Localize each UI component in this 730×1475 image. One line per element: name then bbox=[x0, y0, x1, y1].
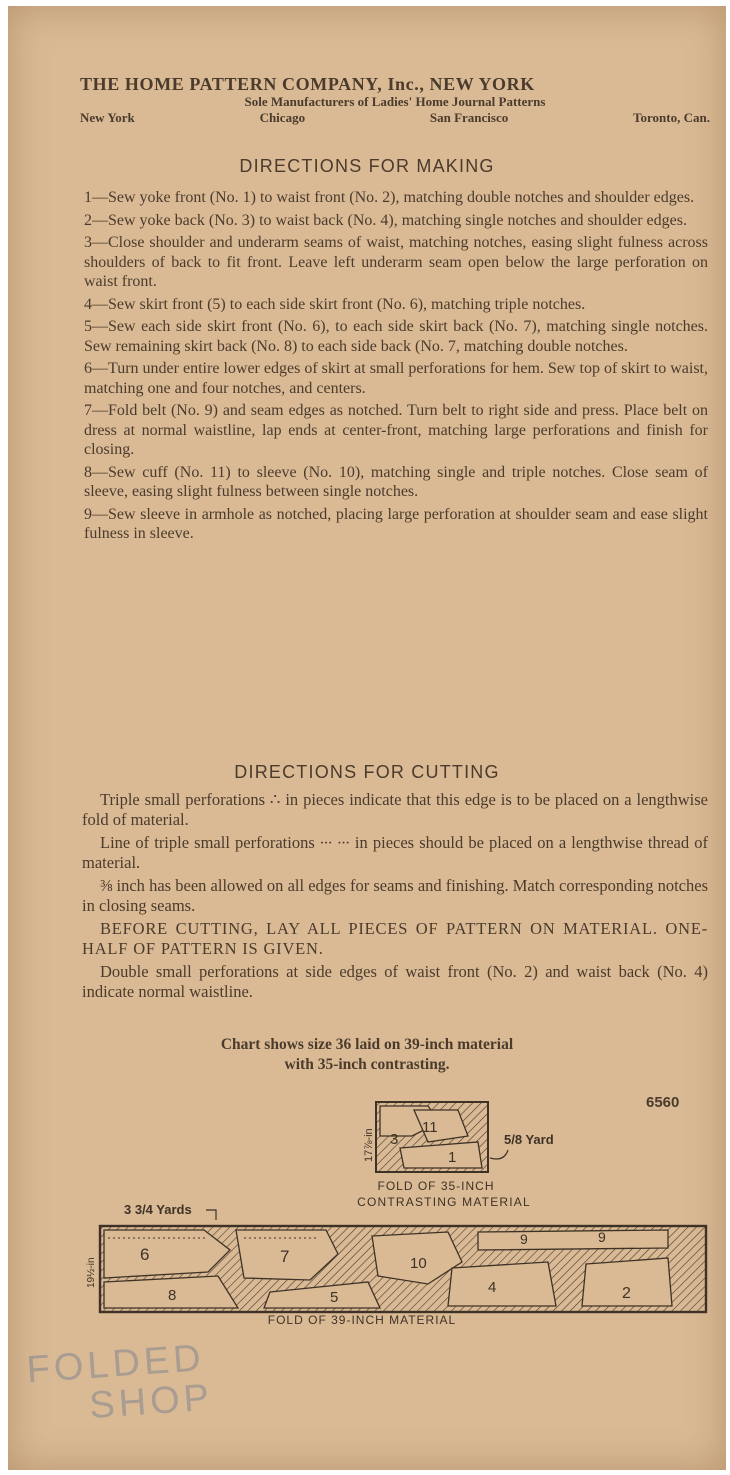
company-subtitle: Sole Manufacturers of Ladies' Home Journal Patterns bbox=[244, 94, 546, 109]
main-piece-5: 5 bbox=[330, 1289, 339, 1306]
company-name: THE HOME PATTERN COMPANY, Inc., NEW YORK bbox=[80, 74, 535, 94]
main-fold-label: FOLD OF 39-INCH MATERIAL bbox=[267, 1313, 457, 1327]
step-2: 2—Sew yoke back (No. 3) to waist back (No. 4), matching single notches and shoulder edges. bbox=[84, 211, 687, 229]
city-chicago: Chicago bbox=[259, 110, 306, 125]
main-piece-9b: 9 bbox=[598, 1229, 606, 1245]
stamp-line-2: SHOP bbox=[88, 1376, 215, 1428]
step-1: 1—Sew yoke front (No. 1) to waist front (No. 2), matching double notches and shoulder edges. bbox=[84, 189, 695, 206]
cutting-paragraph-3: ⅜ inch has been allowed on all edges for seams and finishing. Match corresponding notches in closing seams. bbox=[82, 876, 708, 915]
making-title: DIRECTIONS FOR MAKING bbox=[239, 156, 495, 176]
making-steps bbox=[82, 188, 708, 547]
contrast-width-label: 17⅞-in bbox=[363, 1128, 375, 1162]
city-san-francisco: San Francisco bbox=[429, 110, 509, 125]
main-piece-10: 10 bbox=[410, 1255, 427, 1272]
cutting-paragraph-2: Line of triple small perforations ∙∙∙ ∙∙∙ in pieces should be placed on a lengthwise thread of material. bbox=[82, 833, 708, 872]
step-6: 6—Turn under entire lower edges of skirt at small perforations for hem. Sew top of skirt to waist, matching one and four notches, and centers. bbox=[84, 360, 708, 397]
cutting-paragraph-4: BEFORE CUTTING, LAY ALL PIECES OF PATTERN ON MATERIAL. ONE-HALF OF PATTERN IS GIVEN. bbox=[82, 919, 708, 958]
cutting-paragraph-5: Double small perforations at side edges of waist front (No. 2) and waist back (No. 4) indicate normal waistline. bbox=[82, 962, 708, 1001]
step-9: 9—Sew sleeve in armhole as notched, placing large perforation at shoulder seam and ease slight fulness in sleeve. bbox=[84, 505, 708, 542]
style-number: 6560 bbox=[646, 1094, 680, 1111]
step-3: 3—Close shoulder and underarm seams of waist, matching notches, easing slight fulness across shoulders of back to fit front. Leave left underarm seam open below the large perforation on waist front. bbox=[84, 234, 708, 290]
contrast-yardage: 5/8 Yard bbox=[504, 1132, 554, 1147]
contrast-piece-3: 3 bbox=[390, 1131, 399, 1148]
main-width-label: 19½-in bbox=[86, 1257, 97, 1288]
main-piece-8: 8 bbox=[168, 1287, 177, 1304]
layout-chart bbox=[8, 1092, 726, 1332]
cutting-title: DIRECTIONS FOR CUTTING bbox=[234, 762, 500, 782]
chart-caption-line-1: Chart shows size 36 laid on 39-inch material bbox=[220, 1036, 514, 1053]
piece-outline-9 bbox=[478, 1230, 668, 1250]
chart-caption-line-2: with 35-inch contrasting. bbox=[284, 1056, 450, 1073]
stamp-line-1: FOLDED bbox=[25, 1337, 207, 1392]
step-8: 8—Sew cuff (No. 11) to sleeve (No. 10), matching single and triple notches. Close seam of sleeve, easing slight fulness between single notches. bbox=[84, 463, 708, 500]
city-toronto: Toronto, Can. bbox=[633, 110, 710, 125]
yardage-pointer-icon bbox=[490, 1150, 508, 1159]
main-yardage-pointer-icon bbox=[206, 1210, 216, 1220]
city-list bbox=[80, 110, 710, 126]
contrast-piece-1: 1 bbox=[448, 1149, 457, 1166]
main-piece-9a: 9 bbox=[520, 1231, 528, 1247]
contrast-layout bbox=[357, 1102, 554, 1209]
main-piece-7: 7 bbox=[280, 1247, 290, 1266]
step-5: 5—Sew each side skirt front (No. 6), to each side skirt back (No. 7), matching single notches. Sew remaining skirt back (No. 8) to each side back (No. 7, matching double notches. bbox=[84, 318, 708, 355]
cutting-paragraph-1: Triple small perforations ∴ in pieces indicate that this edge is to be placed on a lengthwise fold of material. bbox=[82, 790, 708, 829]
main-piece-2: 2 bbox=[622, 1285, 631, 1302]
folded-shop-stamp bbox=[25, 1338, 214, 1431]
main-layout bbox=[86, 1202, 706, 1327]
contrast-fold-label-2: CONTRASTING MATERIAL bbox=[357, 1195, 531, 1209]
pattern-instruction-sheet bbox=[8, 6, 726, 1470]
step-4: 4—Sew skirt front (5) to each side skirt front (No. 6), matching triple notches. bbox=[84, 295, 586, 313]
main-yardage: 3 3/4 Yards bbox=[124, 1202, 192, 1217]
city-new-york: New York bbox=[80, 110, 135, 125]
contrast-fold-label-1: FOLD OF 35-INCH bbox=[377, 1179, 495, 1193]
main-piece-4: 4 bbox=[488, 1279, 497, 1296]
contrast-piece-11: 11 bbox=[422, 1119, 438, 1136]
cutting-directions bbox=[82, 790, 708, 1005]
step-7: 7—Fold belt (No. 9) and seam edges as notched. Turn belt to right side and press. Place belt on dress at normal waistline, lap ends at center-front, matching large perforations and finish for closing. bbox=[84, 402, 708, 458]
main-piece-6: 6 bbox=[140, 1245, 150, 1264]
piece-outline-4 bbox=[448, 1262, 556, 1306]
